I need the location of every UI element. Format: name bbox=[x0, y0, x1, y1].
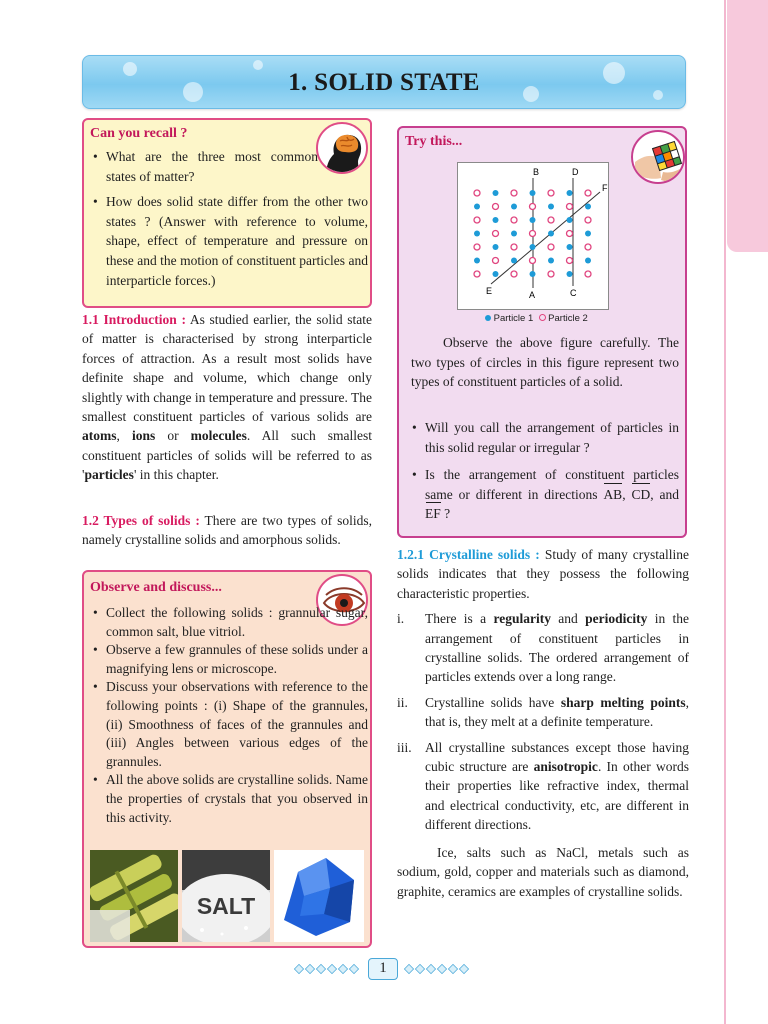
particle-1 bbox=[511, 204, 517, 210]
particle-1-swatch bbox=[485, 315, 491, 321]
vector-ab: AB bbox=[603, 485, 622, 505]
property-item: ii. Crystalline solids have sharp melting points, that is, they melt at a definite temperature. bbox=[397, 694, 690, 730]
observe-discuss-box bbox=[82, 570, 372, 948]
try-item: • Is the arrangement of constituent particles same or different in directions AB, CD, and EF ? bbox=[407, 465, 679, 524]
particle-1 bbox=[530, 217, 536, 223]
label-a: A bbox=[529, 290, 536, 300]
observe-heading: Observe and discuss... bbox=[90, 580, 222, 595]
try-item: • Will you call the arrangement of particles in this solid regular or irregular ? bbox=[407, 418, 679, 457]
page-edge-line bbox=[724, 0, 726, 1024]
chapter-side-tab bbox=[727, 0, 768, 252]
observe-item: • Discuss your observations with reference to the following points : (i) Shape of the grannules, (ii) Smoothness of faces of the grannules and (iii) Angles between various edges of the grannules. bbox=[88, 678, 368, 771]
label-d: D bbox=[572, 167, 579, 177]
chapter-banner bbox=[82, 55, 686, 109]
particle-2 bbox=[530, 231, 536, 237]
particle-2 bbox=[567, 204, 573, 210]
particle-1 bbox=[474, 231, 480, 237]
particle-2 bbox=[585, 190, 591, 196]
particle-2 bbox=[493, 231, 499, 237]
vector-cd: CD bbox=[631, 485, 650, 505]
particle-1 bbox=[511, 231, 517, 237]
particle-2 bbox=[474, 244, 480, 250]
salt-label: SALT bbox=[196, 893, 256, 919]
legend-particle-1: Particle 1 bbox=[493, 313, 534, 324]
particle-2 bbox=[548, 190, 554, 196]
particle-2 bbox=[474, 190, 480, 196]
particle-1 bbox=[493, 244, 499, 250]
particle-1 bbox=[530, 244, 536, 250]
particle-2 bbox=[567, 231, 573, 237]
introduction-heading: 1.1 Introduction : bbox=[82, 312, 186, 327]
particle-2 bbox=[493, 204, 499, 210]
page-footer bbox=[292, 958, 476, 980]
particle-2 bbox=[511, 271, 517, 277]
particle-2 bbox=[585, 217, 591, 223]
vector-ef: EF bbox=[425, 504, 441, 524]
particle-2 bbox=[530, 258, 536, 264]
introduction-paragraph: 1.1 Introduction : As studied earlier, the solid state of matter is characterised by strong interparticle forces of attraction. As a result most solids have definite shape and volume, which change only slightly with change in temperature and pressure. The smallest constituent particles of various solids are atoms, ions or molecules. All such smallest constituent particles of solids will be referred to as 'particles' in this chapter. bbox=[82, 312, 373, 483]
property-item: iii. All crystalline substances except those having cubic structure are anisotropic. In other words their properties like refractive index, thermal and electrical conductivity, etc, are different in different directions. bbox=[397, 739, 690, 833]
recall-box bbox=[82, 118, 372, 308]
crystalline-solids-section bbox=[397, 545, 689, 901]
particle-2 bbox=[474, 271, 480, 277]
rubiks-cube-hand-icon bbox=[631, 130, 685, 184]
particle-2 bbox=[530, 204, 536, 210]
particle-1 bbox=[567, 217, 573, 223]
try-this-box bbox=[397, 126, 687, 538]
crystalline-intro: 1.2.1 Crystalline solids : Study of many crystalline solids indicates that they possess the following characteristic properties. bbox=[397, 547, 690, 601]
direction-ef-line bbox=[491, 192, 600, 284]
types-heading: 1.2 Types of solids : bbox=[82, 513, 200, 528]
blue-vitriol-photo bbox=[274, 850, 364, 942]
particle-1 bbox=[474, 204, 480, 210]
particle-2 bbox=[567, 258, 573, 264]
particle-1 bbox=[548, 204, 554, 210]
particle-2 bbox=[585, 244, 591, 250]
observe-item: • Observe a few grannules of these solids under a magnifying lens or microscope. bbox=[88, 641, 368, 678]
particle-1 bbox=[530, 271, 536, 277]
particle-2 bbox=[548, 217, 554, 223]
observe-item: • Collect the following solids : grannular sugar, common salt, blue vitriol. bbox=[88, 604, 368, 641]
salt-photo bbox=[182, 850, 270, 942]
legend-particle-2: Particle 2 bbox=[548, 313, 588, 324]
observe-item: • All the above solids are crystalline solids. Name the properties of crystals that you observed in this activity. bbox=[88, 771, 368, 827]
recall-item: • How does solid state differ from the other two states ? (Answer with reference to volume, shape, effect of temperature and pressure on these and the motion of constituent particles and interparticle forces.) bbox=[88, 192, 368, 290]
particle-1 bbox=[493, 271, 499, 277]
page-number: 1 bbox=[368, 958, 398, 980]
particle-1 bbox=[548, 231, 554, 237]
crystalline-heading: 1.2.1 Crystalline solids : bbox=[397, 547, 540, 562]
particle-2 bbox=[474, 217, 480, 223]
try-heading: Try this... bbox=[405, 134, 463, 149]
particle-1 bbox=[548, 258, 554, 264]
chapter-title: 1. SOLID STATE bbox=[288, 69, 480, 96]
particle-2 bbox=[511, 217, 517, 223]
particle-2 bbox=[511, 244, 517, 250]
particle-legend bbox=[485, 313, 588, 324]
particle-2-swatch bbox=[539, 314, 546, 321]
label-c: C bbox=[570, 288, 577, 298]
particle-1 bbox=[585, 258, 591, 264]
label-f: F bbox=[602, 183, 608, 193]
particle-1 bbox=[474, 258, 480, 264]
particle-1 bbox=[567, 244, 573, 250]
particle-1 bbox=[511, 258, 517, 264]
property-item: i. There is a regularity and periodicity in the arrangement of constituent particles in crystalline solids. The ordered arrangement of particles extends over a long range. bbox=[397, 611, 690, 685]
particle-2 bbox=[493, 258, 499, 264]
particle-1 bbox=[567, 271, 573, 277]
footer-ornament-left bbox=[294, 964, 359, 974]
recall-heading: Can you recall ? bbox=[90, 126, 188, 141]
particle-2 bbox=[548, 271, 554, 277]
particle-lattice-figure bbox=[457, 162, 609, 310]
particle-2 bbox=[511, 190, 517, 196]
try-paragraph: Observe the above figure carefully. The two types of circles in this figure represent two types of constituent particles of a solid. bbox=[411, 335, 679, 390]
particle-1 bbox=[567, 190, 573, 196]
particle-2 bbox=[585, 271, 591, 277]
label-e: E bbox=[486, 286, 493, 296]
particle-1 bbox=[585, 231, 591, 237]
particle-1 bbox=[530, 190, 536, 196]
particle-1 bbox=[493, 190, 499, 196]
label-b: B bbox=[533, 167, 540, 177]
particle-1 bbox=[493, 217, 499, 223]
footer-ornament-right bbox=[404, 964, 469, 974]
crystal-photos bbox=[90, 850, 364, 942]
particle-1 bbox=[585, 204, 591, 210]
recall-item: • What are the three most common states of matter? bbox=[88, 147, 318, 186]
particle-2 bbox=[548, 244, 554, 250]
types-of-solids-paragraph: 1.2 Types of solids : There are two types of solids, namely crystalline solids and amorphous solids. bbox=[82, 513, 372, 548]
sugarcane-photo bbox=[90, 850, 178, 942]
crystalline-examples: Ice, salts such as NaCl, metals such as sodium, gold, copper and materials such as diamond, graphite, ceramics are examples of crystalline solids. bbox=[397, 844, 689, 899]
